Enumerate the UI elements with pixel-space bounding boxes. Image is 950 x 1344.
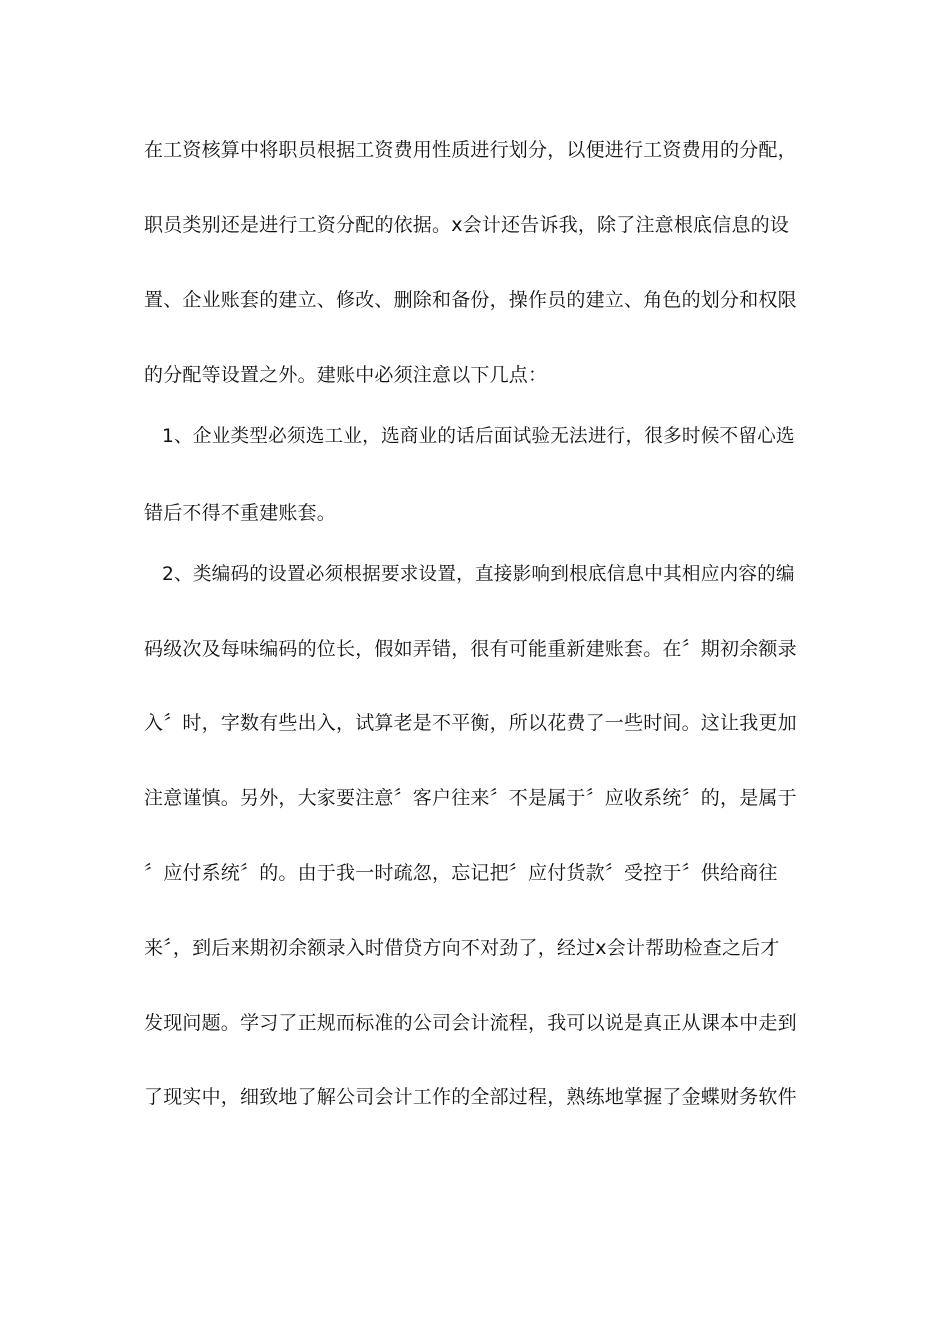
numbered-item-line: 1、企业类型必须选工业，选商业的话后面试验无法进行，很多时候不留心选 (162, 426, 795, 447)
text-line: 的分配等设置之外。建账中必须注意以下几点： (144, 364, 548, 386)
text-line: 了现实中，细致地了解公司会计工作的全部过程，熟练地掌握了金蝶财务软件 (144, 1086, 797, 1108)
text-line: 置、企业账套的建立、修改、删除和备份，操作员的建立、角色的划分和权限 (144, 289, 797, 311)
text-line: 码级次及每味编码的位长，假如弄错，很有可能重新建账套。在〞期初余额录 (144, 638, 797, 660)
text-line: 错后不得不重建账套。 (144, 502, 337, 524)
text-line: 入〞时，字数有些出入，试算老是不平衡，所以花费了一些时间。这让我更加 (144, 712, 797, 734)
text-line: 〞应付系统〞的。由于我一时疏忽，忘记把〞应付货款〞受控于〞供给商往 (144, 862, 778, 884)
text-line: 在工资核算中将职员根据工资费用性质进行划分，以便进行工资费用的分配， (144, 139, 797, 161)
text-line: 注意谨慎。另外，大家要注意〞客户往来〞不是属于〞应收系统〞的，是属于 (144, 787, 797, 809)
text-line: 发现问题。学习了正规而标准的公司会计流程，我可以说是真正从课本中走到 (144, 1012, 797, 1034)
text-line: 职员类别还是进行工资分配的依据。x会计还告诉我，除了注意根底信息的设 (144, 214, 790, 236)
numbered-item-line: 2、类编码的设置必须根据要求设置，直接影响到根底信息中其相应内容的编 (162, 564, 795, 585)
text-line: 来〞，到后来期初余额录入时借贷方向不对劲了，经过x会计帮助检查之后才 (144, 937, 780, 959)
